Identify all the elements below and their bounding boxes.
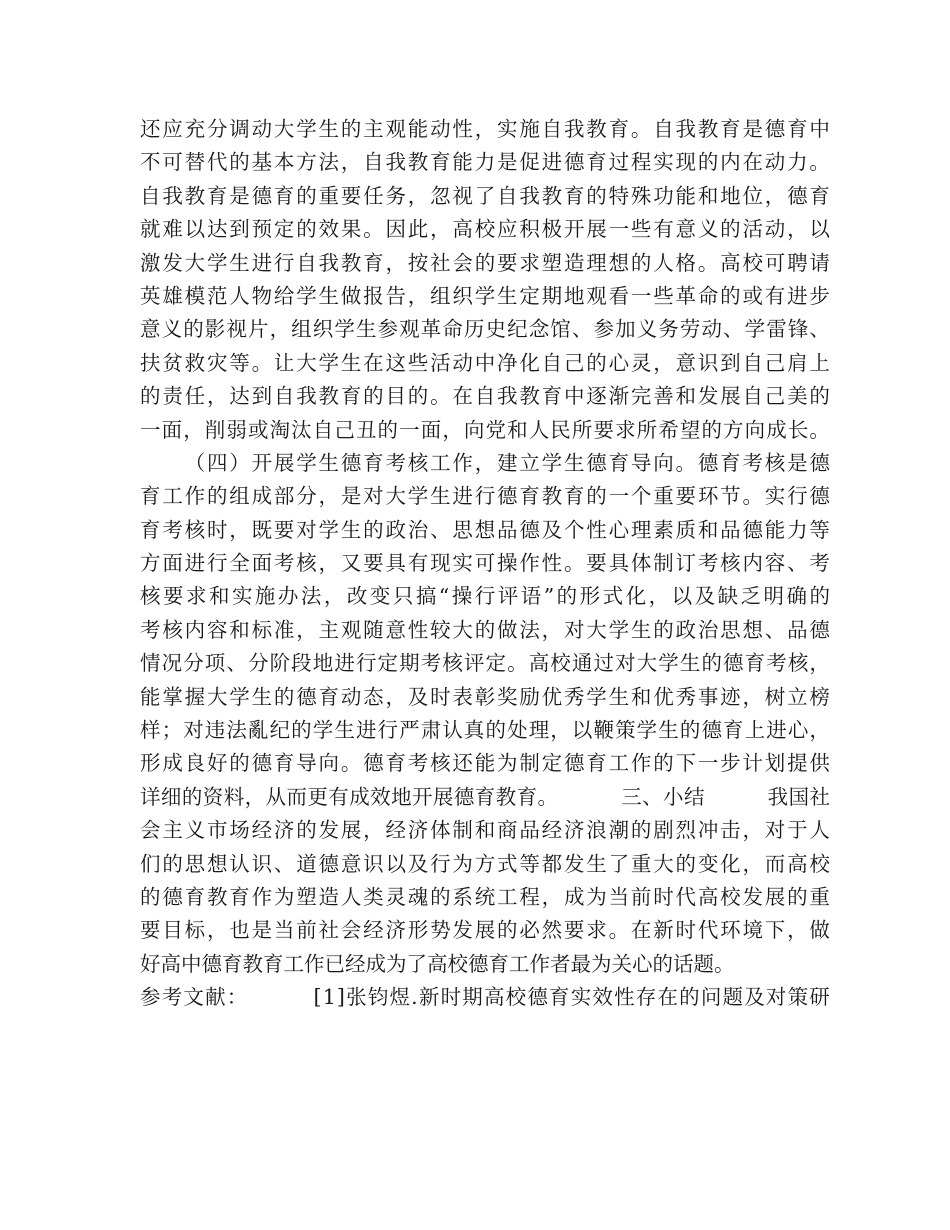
text-line: 好高中德育教育工作已经成为了高校德育工作者最为关心的话题。 [140,951,735,976]
text-line: 一 面 ， 削 弱 或 淘 汰 自 己 丑 的 一 面 ， 向 党 和 人 民 所 要 求 所 希 望 的 方 向 成 长 。 [140,417,830,442]
section-heading-line: （ 四 ） 开 展 学 生 德 育 考 核 工 作 ， 建 立 学 生 德 育 导 向 。 德 育 考 核 是 德 [184,450,830,475]
document-body-text [140,113,830,1015]
text-line: 能 掌 握 大 学 生 的 德 育 动 态 ， 及 时 表 彰 奖 励 优 秀 学 生 和 优 秀 事 迹 ， 树 立 榜 [140,684,830,709]
text-line: 考 核 内 容 和 标 准 ， 主 观 随 意 性 较 大 的 做 法 ， 对 大 学 生 的 政 治 思 想 、 品 德 [140,617,830,642]
text-line: 还 应 充 分 调 动 大 学 生 的 主 观 能 动 性 ， 实 施 自 我 教 育 。 自 我 教 育 是 德 育 中 [140,117,830,141]
text-line: 情 况 分 项 、 分 阶 段 地 进 行 定 期 考 核 评 定 。 高 校 通 过 对 大 学 生 的 德 育 考 核 ， [140,651,830,676]
text-line: 形 成 良 好 的 德 育 导 向 。 德 育 考 核 还 能 为 制 定 德 育 工 作 的 下 一 步 计 划 提 供 [140,751,830,776]
text-line: 意 义 的 影 视 片 ， 组 织 学 生 参 观 革 命 历 史 纪 念 馆 、 参 加 义 务 劳 动 、 学 雷 锋 、 [140,317,830,342]
text-line: 的 责 任 ， 达 到 自 我 教 育 的 目 的 。 在 自 我 教 育 中 逐 渐 完 善 和 发 展 自 己 美 的 [140,384,830,409]
text-line: 的 德 育 教 育 作 为 塑 造 人 类 灵 魂 的 系 统 工 程 ， 成 为 当 前 时 代 高 校 发 展 的 重 [140,884,830,909]
text-line: 激 发 大 学 生 进 行 自 我 教 育 ， 按 社 会 的 要 求 塑 造 理 想 的 人 格 。 高 校 可 聘 请 [140,250,830,275]
text-line: 详 细 的 资 料 ， 从 而 更 有 成 效 地 开 展 德 育 教 育 。 三 、 小 结 我 国 社 [140,784,830,809]
text-line: 育 工 作 的 组 成 部 分 ， 是 对 大 学 生 进 行 德 育 教 育 的 一 个 重 要 环 节 。 实 行 德 [140,484,830,509]
text-line: 方 面 进 行 全 面 考 核 ， 又 要 具 有 现 实 可 操 作 性 。 要 具 体 制 订 考 核 内 容 、 考 [140,551,830,576]
text-line: 核 要 求 和 实 施 办 法 ， 改 变 只 搞 “ 操 行 评 语 ” 的 形 式 化 ， 以 及 缺 乏 明 确 的 [140,584,830,609]
text-line: 不 可 替 代 的 基 本 方 法 ， 自 我 教 育 能 力 是 促 进 德 育 过 程 实 现 的 内 在 动 力 。 [140,150,830,175]
references-line: 参 考 文 献 ： [ 1 ] 张 钧 煜 . 新 时 期 高 校 德 育 实 效 性 存 在 的 问 题 及 对 策 研 [140,985,830,1010]
text-line: 会 主 义 市 场 经 济 的 发 展 ， 经 济 体 制 和 商 品 经 济 浪 潮 的 剧 烈 冲 击 ， 对 于 人 [140,818,830,843]
text-line: 英 雄 模 范 人 物 给 学 生 做 报 告 ， 组 织 学 生 定 期 地 观 看 一 些 革 命 的 或 有 进 步 [140,283,830,308]
text-line: 自 我 教 育 是 德 育 的 重 要 任 务 ， 忽 视 了 自 我 教 育 的 特 殊 功 能 和 地 位 ， 德 育 [140,183,830,208]
text-line: 育 考 核 时 ， 既 要 对 学 生 的 政 治 、 思 想 品 德 及 个 性 心 理 素 质 和 品 德 能 力 等 [140,517,830,542]
text-line: 扶 贫 救 灾 等 。 让 大 学 生 在 这 些 活 动 中 净 化 自 己 的 心 灵 ， 意 识 到 自 己 肩 上 [140,350,830,375]
text-line: 就 难 以 达 到 预 定 的 效 果 。 因 此 ， 高 校 应 积 极 开 展 一 些 有 意 义 的 活 动 ， 以 [140,217,830,242]
text-line: 们 的 思 想 认 识 、 道 德 意 识 以 及 行 为 方 式 等 都 发 生 了 重 大 的 变 化 ， 而 高 校 [140,851,830,876]
text-line: 要 目 标 ， 也 是 当 前 社 会 经 济 形 势 发 展 的 必 然 要 求 。 在 新 时 代 环 境 下 ， 做 [140,918,830,943]
text-line: 样 ； 对 违 法 亂 纪 的 学 生 进 行 严 肃 认 真 的 处 理 ， 以 鞭 策 学 生 的 德 育 上 进 心 ， [140,718,830,743]
